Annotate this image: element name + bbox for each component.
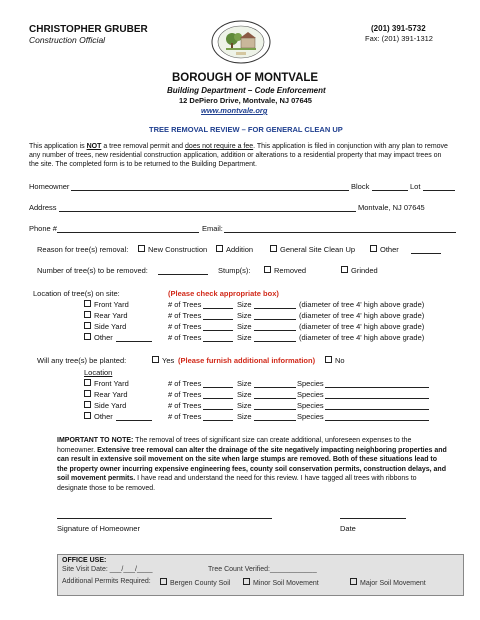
planted-option-3[interactable]: Other xyxy=(84,412,113,421)
checkbox-icon xyxy=(84,379,91,386)
diameter-note: (diameter of tree 4' high above grade) xyxy=(299,300,425,309)
checkbox-icon xyxy=(152,356,159,363)
size-label: Size xyxy=(237,311,252,320)
num-trees-label: # of Trees xyxy=(168,311,202,320)
reason-general-clean-up[interactable]: General Site Clean Up xyxy=(270,245,355,254)
size-field[interactable] xyxy=(254,398,296,399)
permit-major-soil-movement[interactable]: Major Soil Movement xyxy=(350,578,426,587)
reason-new-construction[interactable]: New Construction xyxy=(138,245,207,254)
num-trees-label: # of Trees xyxy=(168,390,202,399)
reason-label: Reason for tree(s) removal: xyxy=(37,245,129,254)
size-field[interactable] xyxy=(254,409,296,410)
signature-field[interactable] xyxy=(57,518,272,519)
num-trees-field[interactable] xyxy=(203,341,233,342)
fax-number: Fax: (201) 391-1312 xyxy=(365,34,433,43)
location-option-3[interactable]: Other xyxy=(84,333,113,342)
size-label: Size xyxy=(237,322,252,331)
tree-count-field[interactable]: ____________ xyxy=(270,566,317,573)
size-label: Size xyxy=(237,333,252,342)
checkbox-icon xyxy=(264,266,271,273)
intro-paragraph: This application is NOT a tree removal permit and does not require a fee. This application is filed in conjunction with any plan to remove any number of trees, new residential construction application, addition or alterations to a residential property that may impact trees on the site. The completed form is to be returned to the Building Department. xyxy=(29,143,448,168)
block-field[interactable] xyxy=(372,190,408,191)
num-trees-field[interactable] xyxy=(203,409,233,410)
stumps-grinded[interactable]: Grinded xyxy=(341,266,378,275)
species-label: Species xyxy=(297,390,324,399)
planted-option-2[interactable]: Side Yard xyxy=(84,401,126,410)
reason-addition[interactable]: Addition xyxy=(216,245,253,254)
diameter-note: (diameter of tree 4' high above grade) xyxy=(299,322,425,331)
num-trees-field[interactable] xyxy=(203,420,233,421)
checkbox-icon xyxy=(243,578,250,585)
address-label: Address xyxy=(29,203,57,212)
num-trees-label: # of Trees xyxy=(168,322,202,331)
size-field[interactable] xyxy=(254,341,296,342)
number-label: Number of tree(s) to be removed: xyxy=(37,266,148,275)
species-field[interactable] xyxy=(325,409,429,410)
planted-location-label: Location xyxy=(84,368,113,377)
size-label: Size xyxy=(237,401,252,410)
block-label: Block xyxy=(351,182,370,191)
date-field[interactable] xyxy=(340,518,406,519)
site-visit-label: Site Visit Date: ___/___/____ xyxy=(62,566,153,573)
checkbox-icon xyxy=(350,578,357,585)
size-label: Size xyxy=(237,379,252,388)
size-field[interactable] xyxy=(254,387,296,388)
diameter-note: (diameter of tree 4' high above grade) xyxy=(299,311,425,320)
checkbox-icon xyxy=(84,401,91,408)
checkbox-icon xyxy=(84,333,91,340)
checkbox-icon xyxy=(160,578,167,585)
phone-label: Phone # xyxy=(29,224,57,233)
phone-number: (201) 391-5732 xyxy=(371,24,426,33)
num-trees-field[interactable] xyxy=(203,319,233,320)
department-address: 12 DePiero Drive, Montvale, NJ 07645 xyxy=(179,96,312,105)
species-label: Species xyxy=(297,412,324,421)
check-box-note: (Please check appropriate box) xyxy=(168,289,279,298)
planted-other-field[interactable] xyxy=(116,420,152,421)
office-use-box xyxy=(57,554,464,596)
important-note: IMPORTANT TO NOTE: The removal of trees of significant size can create additional, unforeseen expenses to the homeowner. Extensive tree removal can alter the drainage of the site negatively impacting neighboring properties and can result in extensive soil movement on the site when large stumps are removed. Both of these situations lead to the property owner incurring expensive engineering fees, county soil conservation permits, construction delays, and soil movement permits. I have read and understand the need for this review. I have tagged all trees with ribbons to designate those to be removed. xyxy=(57,437,447,492)
form-title: TREE REMOVAL REVIEW – FOR GENERAL CLEAN UP xyxy=(149,125,343,134)
department-name: Building Department – Code Enforcement xyxy=(167,86,326,95)
site-visit-field[interactable]: ___/___/____ xyxy=(109,566,153,573)
permit-minor-soil-movement[interactable]: Minor Soil Movement xyxy=(243,578,319,587)
stumps-removed[interactable]: Removed xyxy=(264,266,306,275)
num-trees-label: # of Trees xyxy=(168,401,202,410)
permit-bergen-county-soil[interactable]: Bergen County Soil xyxy=(160,578,230,587)
species-field[interactable] xyxy=(325,387,429,388)
reason-other[interactable]: Other xyxy=(370,245,399,254)
size-field[interactable] xyxy=(254,420,296,421)
official-name: CHRISTOPHER GRUBER xyxy=(29,24,148,35)
species-label: Species xyxy=(297,401,324,410)
email-field[interactable] xyxy=(224,232,456,233)
checkbox-icon xyxy=(84,412,91,419)
num-trees-field[interactable] xyxy=(203,330,233,331)
planted-yes[interactable]: Yes xyxy=(152,356,174,365)
species-field[interactable] xyxy=(325,398,429,399)
stumps-label: Stump(s): xyxy=(218,266,251,275)
homeowner-label: Homeowner xyxy=(29,182,70,191)
num-trees-label: # of Trees xyxy=(168,412,202,421)
location-option-2[interactable]: Side Yard xyxy=(84,322,126,331)
number-field[interactable] xyxy=(158,274,208,275)
email-label: Email: xyxy=(202,224,223,233)
location-option-0[interactable]: Front Yard xyxy=(84,300,129,309)
tree-count-label: Tree Count Verified:____________ xyxy=(208,566,317,573)
species-label: Species xyxy=(297,379,324,388)
checkbox-icon xyxy=(84,300,91,307)
planted-label: Will any tree(s) be planted: xyxy=(37,356,127,365)
num-trees-label: # of Trees xyxy=(168,379,202,388)
address-field[interactable] xyxy=(59,211,356,212)
location-label: Location of tree(s) on site: xyxy=(33,289,120,298)
lot-label: Lot xyxy=(410,182,421,191)
reason-other-field[interactable] xyxy=(411,253,441,254)
size-label: Size xyxy=(237,412,252,421)
town-label: Montvale, NJ 07645 xyxy=(358,203,425,212)
location-other-field[interactable] xyxy=(116,341,152,342)
planted-note: (Please furnish additional information) xyxy=(178,356,316,365)
checkbox-icon xyxy=(270,245,277,252)
borough-title: BOROUGH OF MONTVALE xyxy=(172,72,319,84)
location-option-1[interactable]: Rear Yard xyxy=(84,311,128,320)
species-field[interactable] xyxy=(325,420,429,421)
num-trees-field[interactable] xyxy=(203,387,233,388)
checkbox-icon xyxy=(138,245,145,252)
checkbox-icon xyxy=(370,245,377,252)
phone-field[interactable] xyxy=(57,232,199,233)
size-label: Size xyxy=(237,300,252,309)
office-use-title: OFFICE USE: xyxy=(62,557,107,564)
website-link[interactable]: www.montvale.org xyxy=(201,106,268,115)
checkbox-icon xyxy=(84,390,91,397)
signature-label: Signature of Homeowner xyxy=(57,524,140,533)
size-field[interactable] xyxy=(254,330,296,331)
date-label: Date xyxy=(340,524,356,533)
checkbox-icon xyxy=(325,356,332,363)
planted-option-1[interactable]: Rear Yard xyxy=(84,390,128,399)
checkbox-icon xyxy=(341,266,348,273)
size-field[interactable] xyxy=(254,319,296,320)
planted-option-0[interactable]: Front Yard xyxy=(84,379,129,388)
checkbox-icon xyxy=(84,322,91,329)
num-trees-field[interactable] xyxy=(203,398,233,399)
planted-no[interactable]: No xyxy=(325,356,345,365)
permits-label: Additional Permits Required: xyxy=(62,578,151,585)
lot-field[interactable] xyxy=(423,190,455,191)
size-label: Size xyxy=(237,390,252,399)
checkbox-icon xyxy=(216,245,223,252)
diameter-note: (diameter of tree 4' high above grade) xyxy=(299,333,425,342)
checkbox-icon xyxy=(84,311,91,318)
homeowner-field[interactable] xyxy=(71,190,349,191)
num-trees-label: # of Trees xyxy=(168,333,202,342)
official-title: Construction Official xyxy=(29,35,106,45)
num-trees-label: # of Trees xyxy=(168,300,202,309)
size-field[interactable] xyxy=(254,308,296,309)
borough-seal-icon xyxy=(210,19,272,65)
num-trees-field[interactable] xyxy=(203,308,233,309)
